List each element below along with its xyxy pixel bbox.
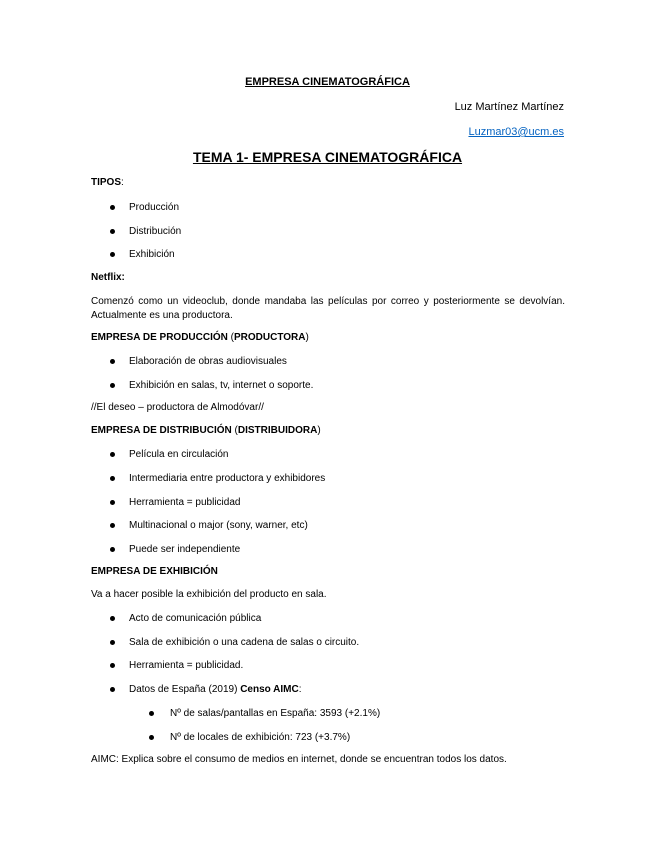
sub-list-item: Nº de locales de exhibición: 723 (+3.7%) <box>170 732 351 743</box>
list-item: Sala de exhibición o una cadena de salas o circuito. <box>129 637 360 648</box>
main-title: TEMA 1- EMPRESA CINEMATOGRÁFICA <box>192 149 463 165</box>
bullet-icon <box>110 252 115 257</box>
author-email-link[interactable]: Luzmar03@ucm.es <box>468 126 564 138</box>
list-item: Acto de comunicación pública <box>129 613 262 624</box>
datos-suffix: : <box>298 684 302 695</box>
distribucion-heading <box>91 425 321 436</box>
author-name: Luz Martínez Martínez <box>454 101 564 113</box>
list-item: Distribución <box>129 226 182 237</box>
tipos-heading-colon: : <box>121 177 124 188</box>
bullet-icon <box>149 735 154 740</box>
bullet-icon <box>110 687 115 692</box>
tipos-heading-label: TIPOS <box>91 177 122 188</box>
bullet-icon <box>110 452 115 457</box>
sub-list-item: Nº de salas/pantallas en España: 3593 (+2.1%) <box>170 708 381 719</box>
distribucion-heading-label: EMPRESA DE DISTRIBUCIÓN <box>91 425 232 436</box>
distribucion-paren-word: DISTRIBUIDORA <box>237 425 318 436</box>
list-item: Intermediaria entre productora y exhibidores <box>129 473 326 484</box>
datos-censo-aimc: Censo AIMC <box>240 684 299 695</box>
bullet-icon <box>110 359 115 364</box>
bullet-icon <box>110 547 115 552</box>
netflix-paragraph: Comenzó como un videoclub, donde mandaba las películas por correo y posteriormente se devolvían. Actualmente es una productora. <box>91 296 565 321</box>
bullet-icon <box>110 663 115 668</box>
bullet-icon <box>110 616 115 621</box>
bullet-icon <box>110 523 115 528</box>
bullet-icon <box>110 640 115 645</box>
distribucion-paren-close: ) <box>317 425 321 436</box>
list-item: Exhibición en salas, tv, internet o soporte. <box>129 380 314 391</box>
list-item: Producción <box>129 202 180 213</box>
list-item: Exhibición <box>129 249 175 260</box>
tipos-heading <box>91 177 124 188</box>
produccion-heading <box>91 332 309 343</box>
netflix-heading: Netflix: <box>91 272 125 283</box>
produccion-paren-close: ) <box>305 332 309 343</box>
datos-espana-item <box>129 684 302 695</box>
list-item: Herramienta = publicidad. <box>129 660 244 671</box>
list-item: Película en circulación <box>129 449 229 460</box>
distribucion-paren-open: ( <box>231 425 238 436</box>
exhibicion-intro: Va a hacer posible la exhibición del producto en sala. <box>91 589 327 600</box>
list-item: Multinacional o major (sony, warner, etc) <box>129 520 308 531</box>
produccion-paren-word: PRODUCTORA <box>233 332 306 343</box>
bullet-icon <box>149 711 154 716</box>
bullet-icon <box>110 383 115 388</box>
list-item: Herramienta = publicidad <box>129 497 241 508</box>
document-title: EMPRESA CINEMATOGRÁFICA <box>245 76 410 88</box>
bullet-icon <box>110 229 115 234</box>
bullet-icon <box>110 205 115 210</box>
produccion-paren-open: ( <box>227 332 234 343</box>
aimc-note: AIMC: Explica sobre el consumo de medios en internet, donde se encuentran todos los datos. <box>91 754 507 765</box>
produccion-heading-label: EMPRESA DE PRODUCCIÓN <box>91 332 228 343</box>
bullet-icon <box>110 476 115 481</box>
bullet-icon <box>110 500 115 505</box>
list-item: Puede ser independiente <box>129 544 241 555</box>
list-item: Elaboración de obras audiovisuales <box>129 356 287 367</box>
datos-prefix: Datos de España (2019) <box>129 684 241 695</box>
exhibicion-heading: EMPRESA DE EXHIBICIÓN <box>91 566 218 577</box>
produccion-note: //El deseo – productora de Almodóvar// <box>91 402 264 413</box>
